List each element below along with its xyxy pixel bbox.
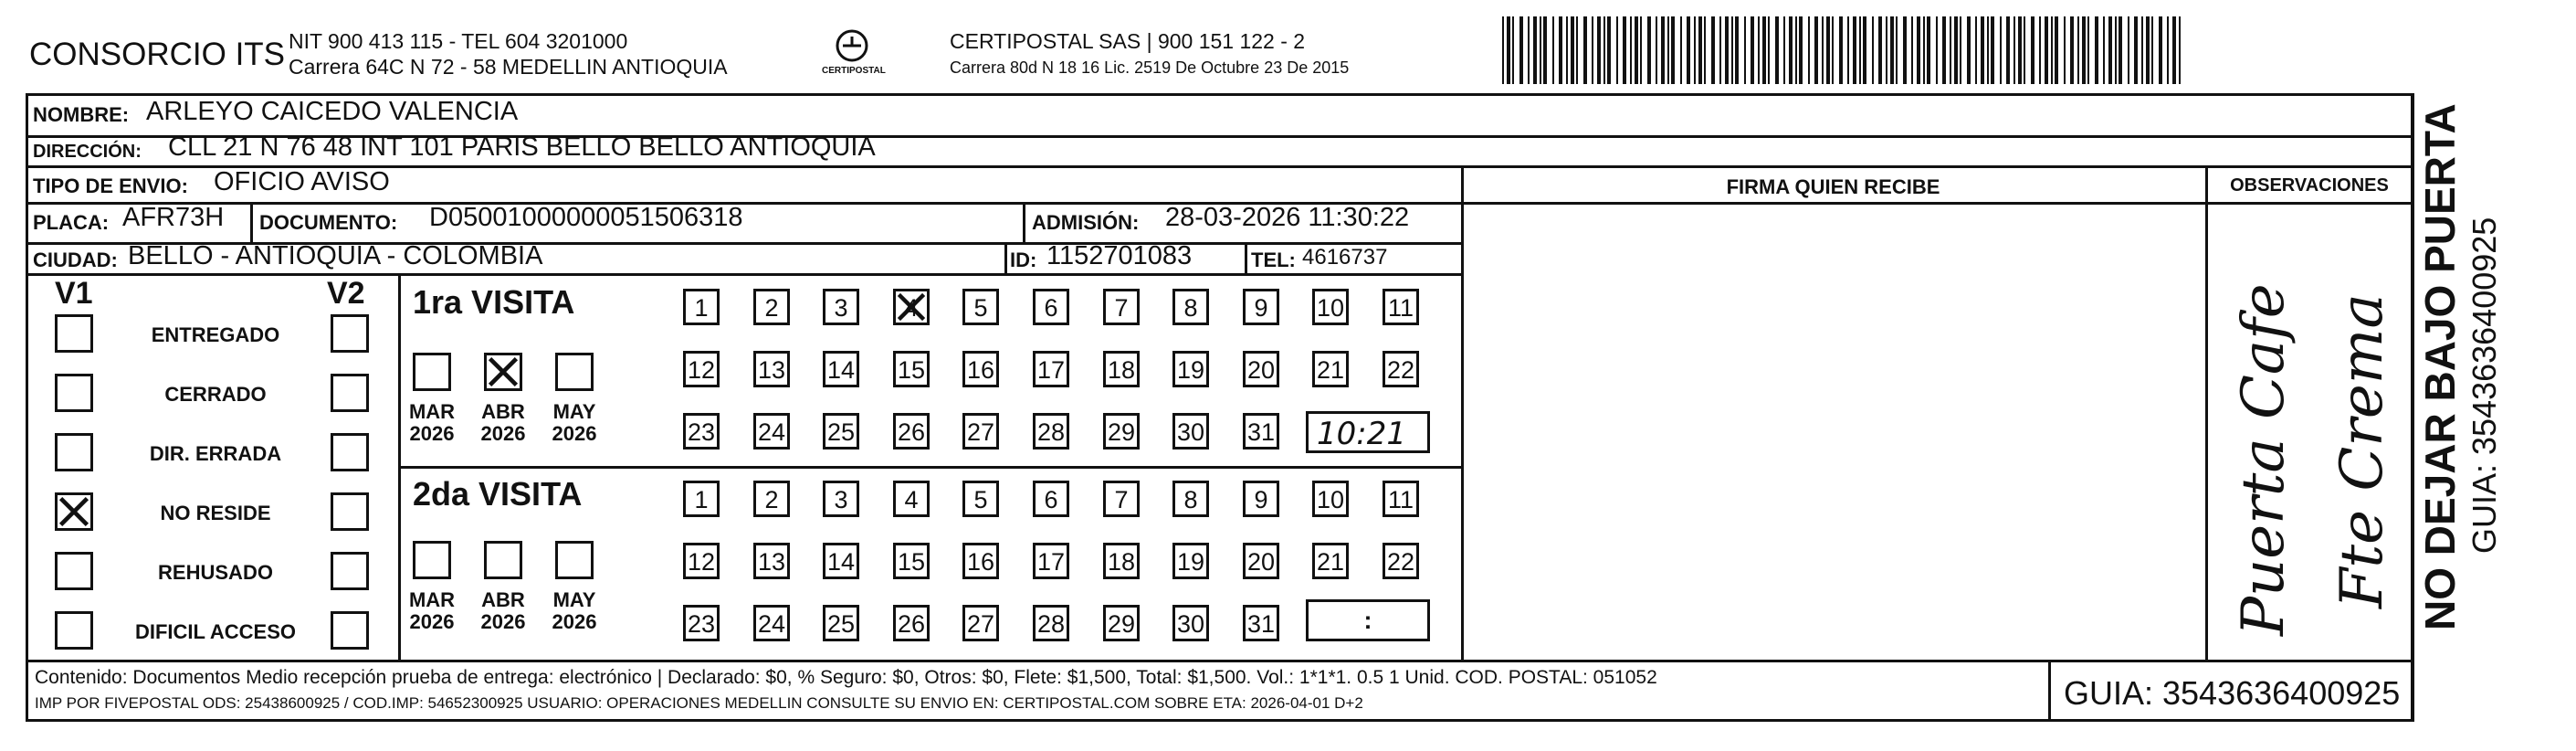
visita-1-time-handwritten <box>1311 413 1426 451</box>
v1-checkbox[interactable] <box>55 433 93 471</box>
v1-checkbox[interactable] <box>55 552 93 590</box>
certipostal-logo <box>822 26 886 80</box>
month-checkbox[interactable] <box>413 541 451 579</box>
v1-checkbox[interactable] <box>55 314 93 353</box>
check-x-icon <box>487 355 520 388</box>
year-label: 2026 <box>480 610 526 633</box>
svg-text:Fte Crema: Fte Crema <box>2329 293 2396 608</box>
v1-checkbox[interactable] <box>55 374 93 412</box>
day-checkbox[interactable]: 21 <box>1312 543 1349 579</box>
year-label: 2026 <box>409 422 455 445</box>
divider <box>26 660 2414 662</box>
divider <box>398 466 1461 469</box>
month-checkbox[interactable] <box>555 541 594 579</box>
day-checkbox[interactable]: 8 <box>1172 289 1209 325</box>
day-checkbox[interactable]: 28 <box>1033 605 1069 641</box>
year-label: 2026 <box>409 610 455 633</box>
tel-label: TEL: <box>1251 249 1296 271</box>
day-checkbox[interactable]: 6 <box>1033 289 1069 325</box>
tipo-envio-value: OFICIO AVISO <box>214 167 390 196</box>
day-checkbox[interactable]: 16 <box>962 351 999 387</box>
day-checkbox[interactable]: 24 <box>753 413 790 450</box>
year-label: 2026 <box>480 422 526 445</box>
day-checkbox[interactable]: 29 <box>1103 605 1140 641</box>
day-checkbox[interactable]: 5 <box>962 289 999 325</box>
day-checkbox[interactable]: 10 <box>1312 289 1349 325</box>
day-checkbox[interactable]: 30 <box>1172 413 1209 450</box>
v1-label: V1 <box>55 276 93 311</box>
company-name: CONSORCIO ITS <box>29 37 286 72</box>
month-checkbox[interactable] <box>484 353 522 391</box>
day-checkbox[interactable]: 17 <box>1033 543 1069 579</box>
divider <box>2048 660 2051 722</box>
divider <box>2411 93 2413 722</box>
day-checkbox[interactable]: 23 <box>683 605 720 641</box>
ciudad-label: CIUDAD: <box>33 249 118 271</box>
admision-value: 28-03-2026 11:30:22 <box>1165 203 1410 232</box>
day-checkbox[interactable]: 20 <box>1243 351 1279 387</box>
nombre-value: ARLEYO CAICEDO VALENCIA <box>146 97 519 126</box>
day-checkbox[interactable]: 11 <box>1383 289 1419 325</box>
day-checkbox[interactable]: 13 <box>753 351 790 387</box>
day-checkbox[interactable]: 14 <box>823 351 859 387</box>
day-checkbox[interactable]: 24 <box>753 605 790 641</box>
day-checkbox[interactable]: 7 <box>1103 289 1140 325</box>
divider <box>1023 202 1025 242</box>
placa-value: AFR73H <box>122 203 225 232</box>
day-checkbox[interactable]: 29 <box>1103 413 1140 450</box>
divider <box>1461 165 1464 660</box>
day-checkbox[interactable]: 5 <box>962 481 999 517</box>
courier-line-2: Carrera 80d N 18 16 Lic. 2519 De Octubre 23 De 2015 <box>950 58 1350 77</box>
footer-guia: GUIA: 3543636400925 <box>2064 674 2401 712</box>
day-checkbox[interactable]: 1 <box>683 481 720 517</box>
firma-header: FIRMA QUIEN RECIBE <box>1726 175 1940 198</box>
status-reason-label: DIR. ERRADA <box>149 442 282 465</box>
divider <box>1245 242 1247 273</box>
status-reason-label: ENTREGADO <box>151 323 280 346</box>
day-checkbox[interactable]: 23 <box>683 413 720 450</box>
divider <box>250 202 253 242</box>
day-checkbox[interactable]: 14 <box>823 543 859 579</box>
day-checkbox[interactable]: 30 <box>1172 605 1209 641</box>
documento-label: DOCUMENTO: <box>259 211 398 234</box>
year-label: 2026 <box>552 610 597 633</box>
day-checkbox[interactable]: 15 <box>893 543 930 579</box>
month-label: MAY <box>552 588 596 611</box>
day-checkbox[interactable]: 20 <box>1243 543 1279 579</box>
day-checkbox[interactable]: 26 <box>893 413 930 450</box>
month-checkbox[interactable] <box>555 353 594 391</box>
day-checkbox[interactable]: 9 <box>1243 289 1279 325</box>
day-checkbox[interactable]: 28 <box>1033 413 1069 450</box>
day-checkbox[interactable]: 2 <box>753 289 790 325</box>
month-label: MAR <box>408 400 456 423</box>
id-label: ID: <box>1010 249 1037 271</box>
footer-print-line: IMP POR FIVEPOSTAL ODS: 25438600925 / COD.IMP: 54652300925 USUARIO: OPERACIONES MEDELLIN CONSULTE SU ENVIO EN: CERTIPOSTAL.COM SOBRE ETA: 2026-04-01 D+2 <box>35 694 1363 712</box>
side-warning: NO DEJAR BAJO PUERTA <box>2416 103 2464 630</box>
day-checkbox[interactable]: 31 <box>1243 413 1279 450</box>
footer-content-line: Contenido: Documentos Medio recepción prueba de entrega: electrónico | Declarado: $0, % Seguro: $0, Otros: $0, Flete: $1,500, Total: $1,500. Vol.: 1*1*1. 0.5 1 Unid. COD. POSTAL: 051052 <box>35 667 1657 688</box>
day-checkbox[interactable]: 8 <box>1172 481 1209 517</box>
id-value: 1152701083 <box>1046 241 1193 270</box>
day-checkbox[interactable]: 21 <box>1312 351 1349 387</box>
v2-label: V2 <box>327 276 365 311</box>
observaciones-header: OBSERVACIONES <box>2230 175 2389 196</box>
observaciones-handwritten <box>2210 206 2411 658</box>
svg-text:10:21: 10:21 <box>1317 416 1406 452</box>
divider <box>26 273 1461 276</box>
courier-line-1: CERTIPOSTAL SAS | 900 151 122 - 2 <box>950 29 1306 53</box>
day-checkbox[interactable]: 13 <box>753 543 790 579</box>
status-reason-label: REHUSADO <box>158 561 273 584</box>
day-checkbox[interactable]: 22 <box>1383 351 1419 387</box>
divider <box>2205 202 2414 205</box>
day-checkbox[interactable]: 17 <box>1033 351 1069 387</box>
month-label: ABR <box>481 588 525 611</box>
day-checkbox[interactable]: 25 <box>823 605 859 641</box>
year-label: 2026 <box>552 422 597 445</box>
month-label: MAR <box>408 588 456 611</box>
day-checkbox[interactable]: 19 <box>1172 351 1209 387</box>
day-checkbox[interactable]: 9 <box>1243 481 1279 517</box>
side-guia: GUIA: 3543636400925 <box>2466 217 2503 554</box>
month-checkbox[interactable] <box>484 541 522 579</box>
divider <box>1004 242 1007 273</box>
v2-checkbox[interactable] <box>331 314 369 353</box>
day-checkbox[interactable]: 31 <box>1243 605 1279 641</box>
day-checkbox[interactable]: 22 <box>1383 543 1419 579</box>
admision-label: ADMISIÓN: <box>1032 211 1140 234</box>
month-label: MAY <box>552 400 596 423</box>
day-checkbox[interactable]: 7 <box>1103 481 1140 517</box>
v2-checkbox[interactable] <box>331 433 369 471</box>
day-checkbox[interactable]: 2 <box>753 481 790 517</box>
day-checkbox[interactable]: 12 <box>683 351 720 387</box>
day-checkbox[interactable]: 18 <box>1103 543 1140 579</box>
check-x-icon <box>58 495 90 528</box>
day-checkbox[interactable]: 15 <box>893 351 930 387</box>
v2-checkbox[interactable] <box>331 374 369 412</box>
logo-text: CERTIPOSTAL <box>822 66 886 76</box>
tipo-envio-label: TIPO DE ENVIO: <box>33 175 188 197</box>
day-checkbox[interactable]: 1 <box>683 289 720 325</box>
day-checkbox[interactable]: 4 <box>893 289 930 325</box>
day-checkbox[interactable]: 11 <box>1383 481 1419 517</box>
day-checkbox[interactable]: 3 <box>823 481 859 517</box>
tel-value: 4616737 <box>1302 245 1388 270</box>
direccion-value: CLL 21 N 76 48 INT 101 PARIS BELLO BELLO ANTIOQUIA <box>168 132 876 162</box>
status-reason-label: NO RESIDE <box>160 502 271 524</box>
direccion-label: DIRECCIÓN: <box>33 142 142 162</box>
month-checkbox[interactable] <box>413 353 451 391</box>
status-reason-label: DIFICIL ACCESO <box>134 620 296 643</box>
visita-1-title: 1ra VISITA <box>413 283 575 321</box>
day-checkbox[interactable]: 16 <box>962 543 999 579</box>
day-checkbox[interactable]: 4 <box>893 481 930 517</box>
day-checkbox[interactable]: 19 <box>1172 543 1209 579</box>
v1-checkbox[interactable] <box>55 492 93 531</box>
day-checkbox[interactable]: 27 <box>962 413 999 450</box>
svg-text:Puerta Cafe: Puerta Cafe <box>2230 283 2297 636</box>
ciudad-value: BELLO - ANTIOQUIA - COLOMBIA <box>128 241 543 270</box>
check-x-icon <box>896 291 927 323</box>
v2-checkbox[interactable] <box>331 492 369 531</box>
v1-checkbox[interactable] <box>55 611 93 650</box>
company-line-2: Carrera 64C N 72 - 58 MEDELLIN ANTIOQUIA <box>289 55 728 79</box>
day-checkbox[interactable]: 18 <box>1103 351 1140 387</box>
documento-value: D05001000000051506318 <box>429 203 743 232</box>
v2-checkbox[interactable] <box>331 552 369 590</box>
status-reason-label: CERRADO <box>164 383 267 406</box>
day-checkbox[interactable]: 10 <box>1312 481 1349 517</box>
visita-2-title: 2da VISITA <box>413 475 583 513</box>
nombre-label: NOMBRE: <box>33 103 130 126</box>
v2-checkbox[interactable] <box>331 611 369 650</box>
barcode <box>1502 16 2187 84</box>
day-checkbox[interactable]: 12 <box>683 543 720 579</box>
day-checkbox[interactable]: 3 <box>823 289 859 325</box>
day-checkbox[interactable]: 26 <box>893 605 930 641</box>
visita-2-time-box[interactable]: : <box>1306 599 1430 641</box>
month-label: ABR <box>481 400 525 423</box>
placa-label: PLACA: <box>33 211 110 234</box>
day-checkbox[interactable]: 6 <box>1033 481 1069 517</box>
divider <box>2205 165 2208 660</box>
day-checkbox[interactable]: 27 <box>962 605 999 641</box>
day-checkbox[interactable]: 25 <box>823 413 859 450</box>
company-line-1: NIT 900 413 115 - TEL 604 3201000 <box>289 29 628 53</box>
